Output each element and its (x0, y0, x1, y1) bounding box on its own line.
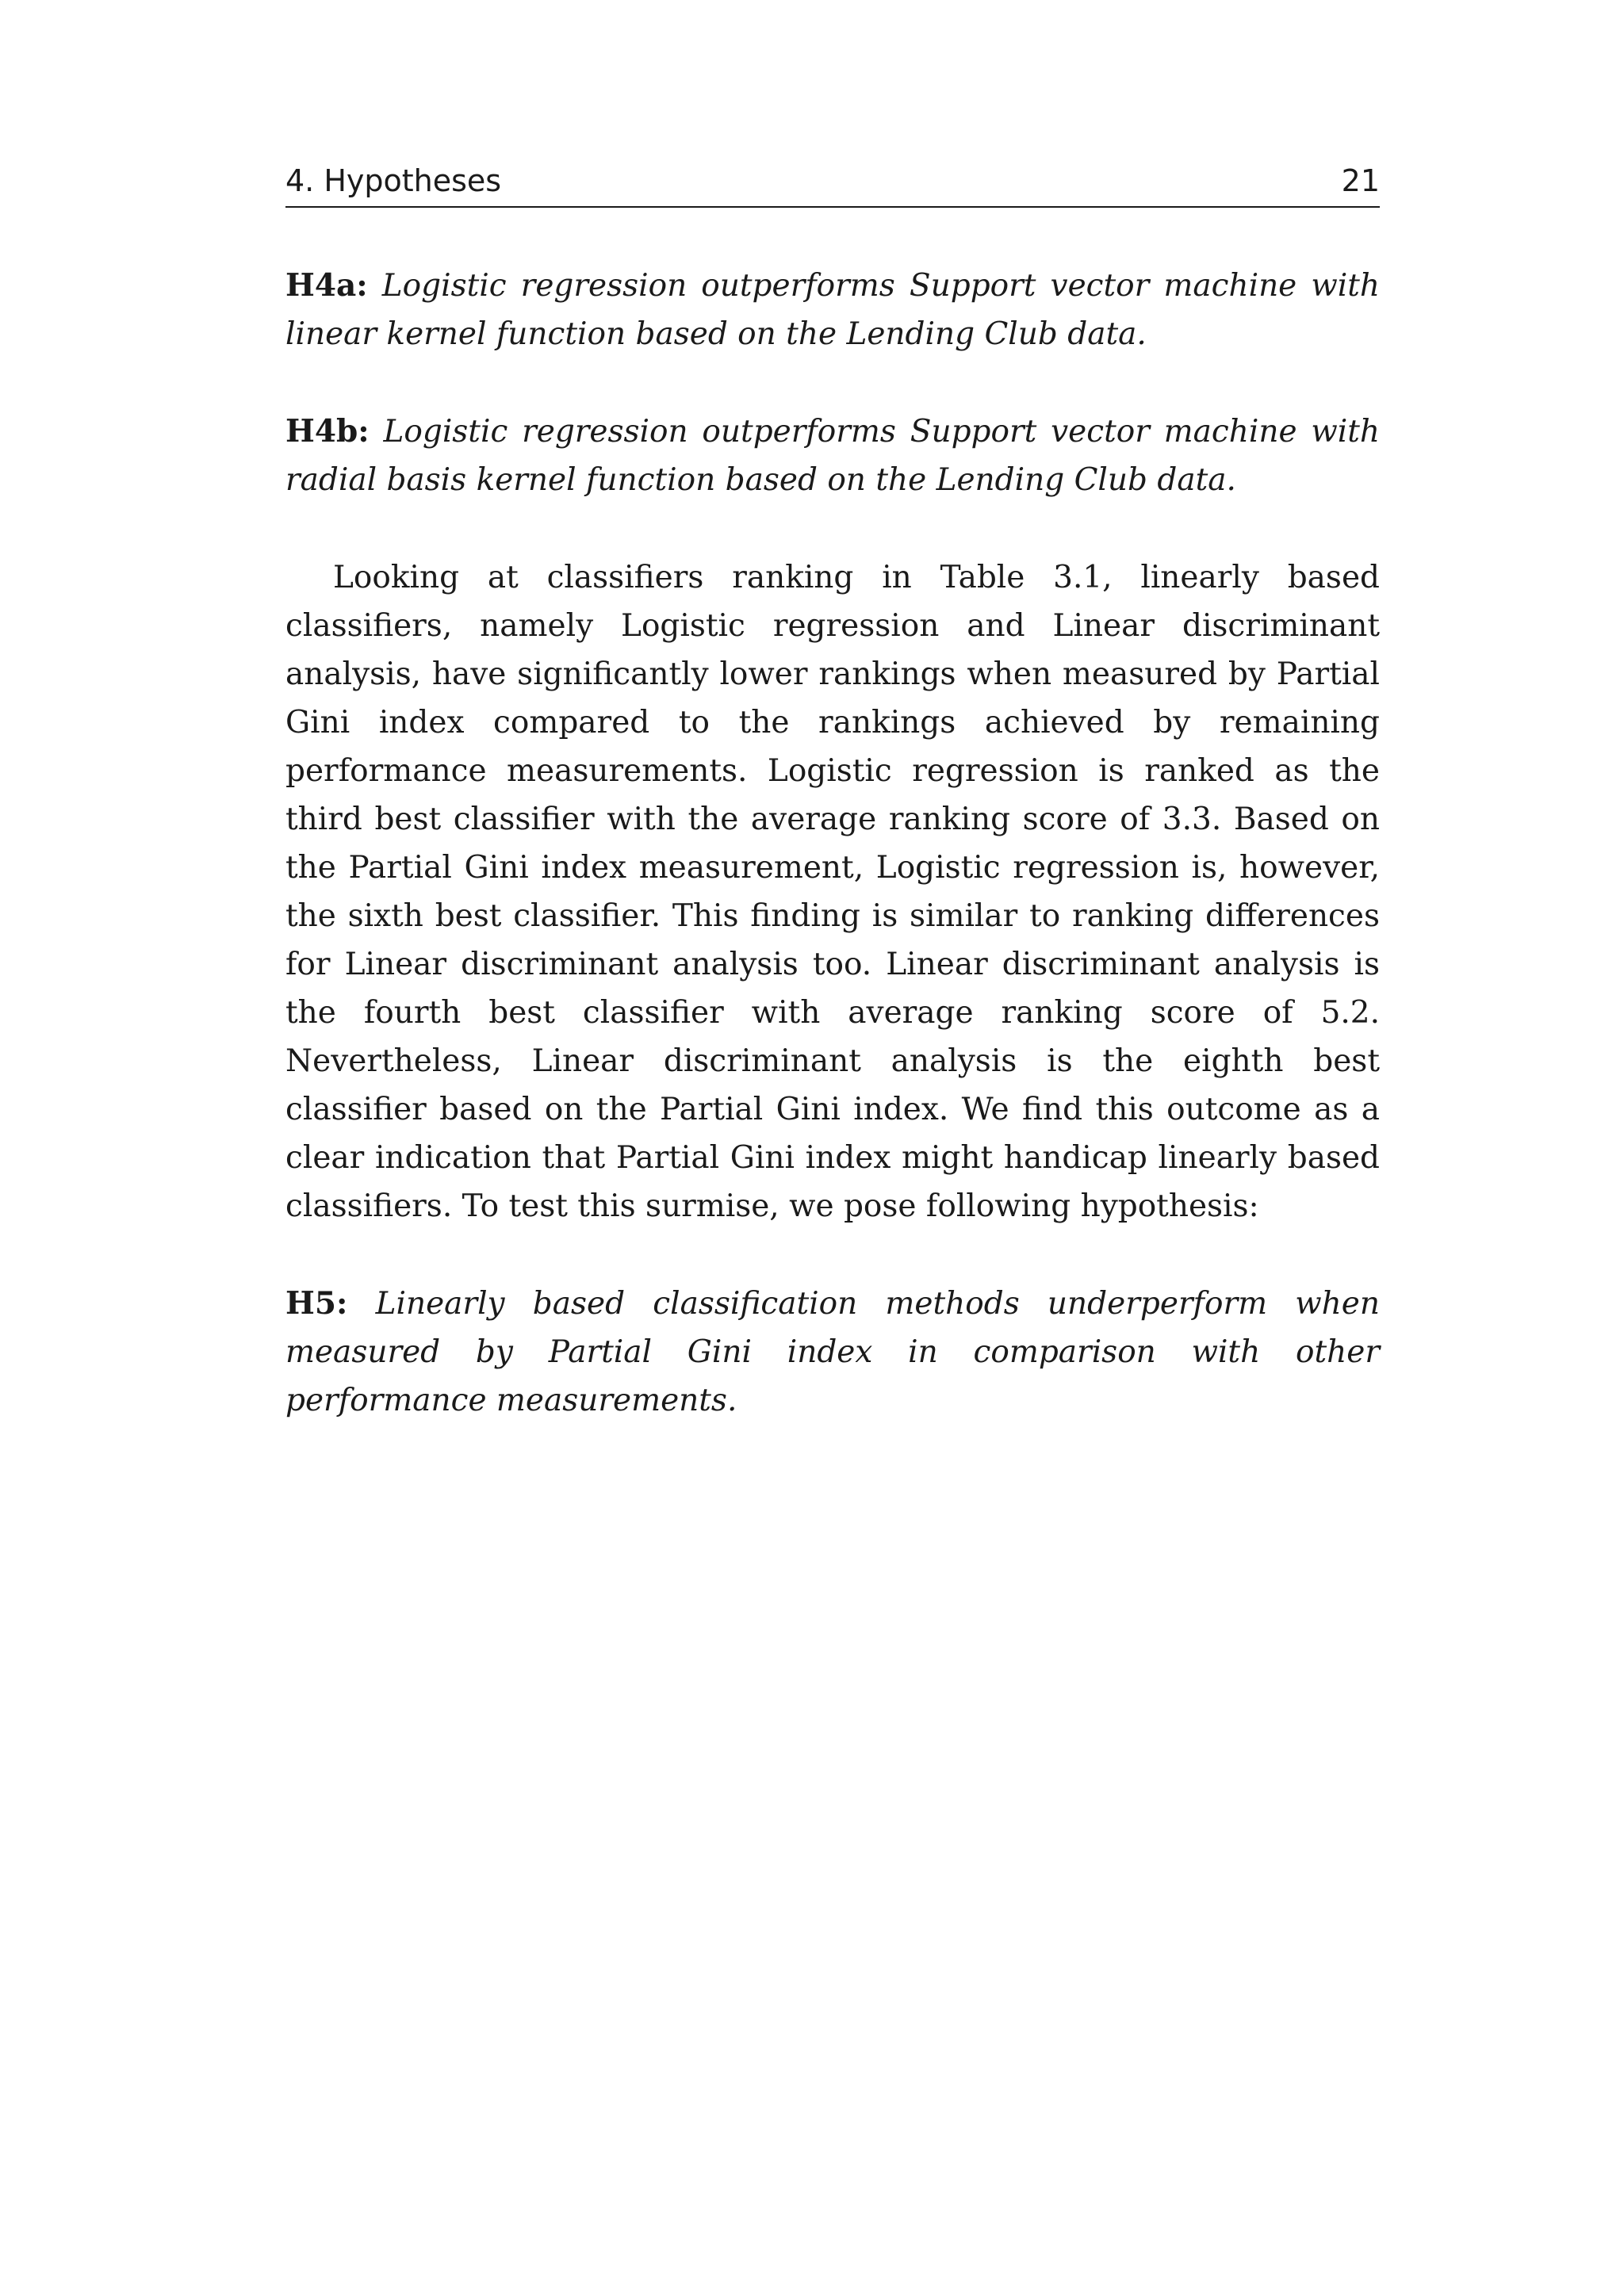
hypothesis-h4b (285, 408, 1380, 504)
hypothesis-label: H5: (285, 1285, 348, 1322)
page-number: 21 (1341, 163, 1380, 198)
body-paragraph: Looking at classifiers ranking in Table 3.1, linearly based classifiers, namely Logistic regression and Linear discriminant analysis, have significantly lower rankings when measured by Partial Gini index compared to the rankings achieved by remaining performance measurements. Logistic regression is ranked as the third best classifier with the average ranking score of 3.3. Based on the Partial Gini index measurement, Logistic regression is, however, the sixth best classifier. This finding is similar to ranking differences for Linear discriminant analysis too. Linear discriminant analysis is the fourth best classifier with average ranking score of 5.2. Nevertheless, Linear discriminant analysis is the eighth best classifier based on the Partial Gini index. We find this outcome as a clear indication that Partial Gini index might handicap linearly based classifiers. To test this surmise, we pose following hypothesis: (285, 560, 1380, 1224)
hypothesis-statement: Logistic regression outperforms Support vector machine with radial basis kernel function based on the Lending Club data. (285, 414, 1380, 498)
chapter-title: 4. Hypotheses (285, 163, 502, 198)
running-header (285, 159, 1380, 208)
hypothesis-label: H4a: (285, 267, 368, 304)
hypothesis-label: H4b: (285, 413, 370, 450)
body-text (285, 262, 1380, 1474)
hypothesis-statement: Logistic regression outperforms Support vector machine with linear kernel function based on the Lending Club data. (285, 268, 1381, 352)
hypothesis-h5 (285, 1280, 1380, 1425)
hypothesis-h4a (285, 262, 1380, 358)
hypothesis-statement: Linearly based classification methods underperform when measured by Partial Gini index in comparison with other performance measurements. (285, 1286, 1380, 1418)
